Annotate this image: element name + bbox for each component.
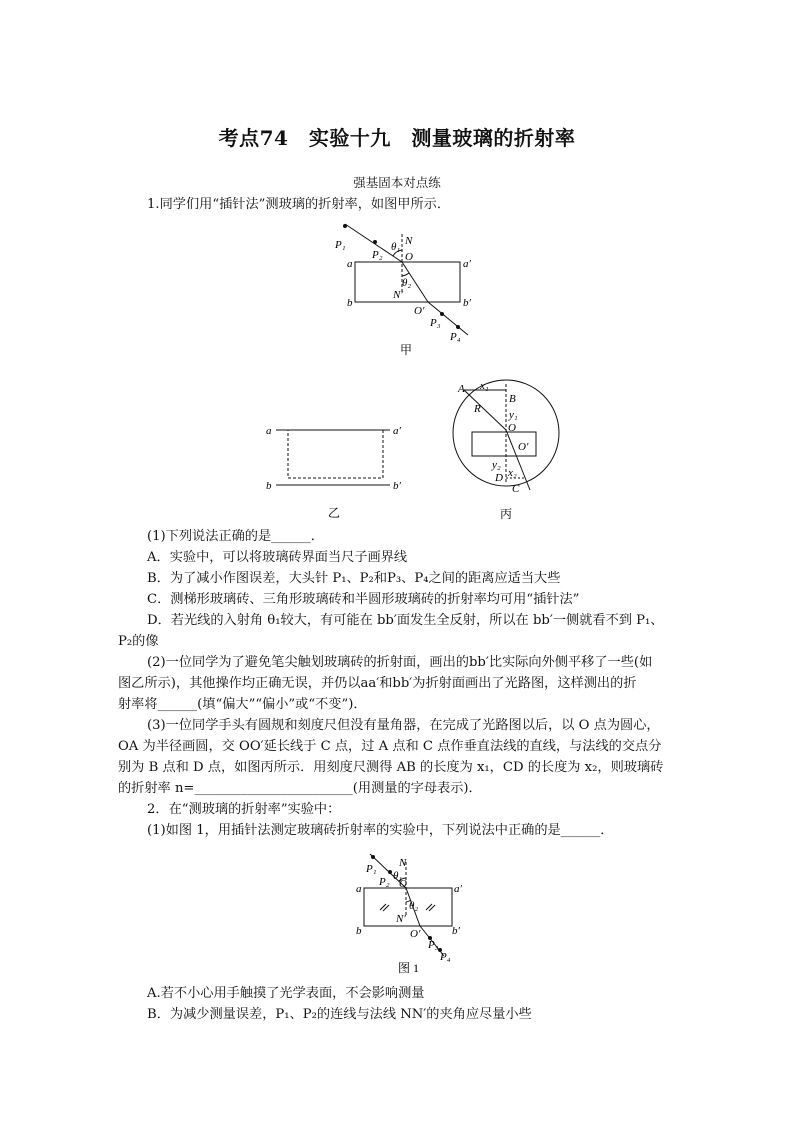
q1-option-d-line1: D．若光线的入射角 θ₁较大，有可能在 bb′面发生全反射，所以在 bb′一侧就看不到 P₁、 xyxy=(147,613,664,628)
q2-stem: 2．在“测玻璃的折射率”实验中： xyxy=(147,802,341,817)
label-c: C xyxy=(512,483,520,495)
label-b: B xyxy=(509,393,516,405)
label-y2: y₂ xyxy=(492,459,501,471)
label-b: b xyxy=(266,480,272,492)
label-x2: x₂ xyxy=(508,467,517,479)
q2-option-b: B．为减少测量误差，P₁、P₂的连线与法线 NN′的夹角应尽量小些 xyxy=(147,1007,532,1022)
q1-option-a: A．实验中，可以将玻璃砖界面当尺子画界线 xyxy=(147,550,408,565)
label-y1: y₁ xyxy=(509,409,518,421)
q1-sub1: (1)下列说法正确的是______． xyxy=(147,529,324,544)
label-p3: P₃ xyxy=(430,317,441,329)
label-theta2: θ₂ xyxy=(409,900,419,912)
label-theta2: θ₂ xyxy=(402,277,412,289)
label-theta1: θ₁ xyxy=(393,870,403,882)
label-theta1: θ₁ xyxy=(391,241,401,253)
label-p2: P₂ xyxy=(372,249,383,261)
caption-bing: 丙 xyxy=(500,507,513,521)
pin-p1 xyxy=(343,224,347,228)
q1-sub2-line1: (2)一位同学为了避免笔尖触划玻璃砖的折射面，画出的bb′比实际向外侧平移了一些(如 xyxy=(147,655,653,670)
label-n-prime: N′ xyxy=(396,913,406,925)
q1-sub3-line2: OA 为半径画圆，交 OO′延长线于 C 点，过 A 点和 C 点作垂直法线的直线，与法线的交点分 xyxy=(118,739,662,754)
label-a: A xyxy=(458,383,465,395)
q1-option-c: C．测梯形玻璃砖、三角形玻璃砖和半圆形玻璃砖的折射率均可用“插针法” xyxy=(147,592,580,607)
figure-1 xyxy=(352,848,472,976)
label-a-prime: a′ xyxy=(393,425,401,437)
incident-ray xyxy=(464,390,506,430)
label-b: b xyxy=(347,297,353,309)
q1-sub2-line2: 图乙所示)，其他操作均正确无误，并仍以aa′和bb′为折射面画出了光路图，这样测出的折 xyxy=(118,676,637,691)
q1-sub2-line3: 射率将______(填“偏大”“偏小”或“不变”)． xyxy=(118,697,367,712)
q1-sub3-line4: 的折射率 n=________________________(用测量的字母表示)． xyxy=(118,781,482,796)
q1-sub3-line1: (3)一位同学手头有圆规和刻度尺但没有量角器，在完成了光路图以后，以 O 点为圆心， xyxy=(147,718,660,733)
label-o-prime: O′ xyxy=(410,928,421,940)
q2-sub1: (1)如图 1，用插针法测定玻璃砖折射率的实验中，下列说法中正确的是______． xyxy=(147,823,614,838)
label-b-prime: b′ xyxy=(463,297,471,309)
pin-p2 xyxy=(373,240,377,244)
label-p3: P₃ xyxy=(428,939,439,951)
q1-sub3-line3: 别为 B 点和 D 点，如图丙所示．用刻度尺测得 AB 的长度为 x₁，CD 的长度为 x₂，则玻璃砖 xyxy=(118,760,664,775)
label-p1: P₁ xyxy=(366,863,377,875)
label-x1: x₁ xyxy=(480,380,489,392)
label-o-prime: O′ xyxy=(518,441,529,453)
label-b-prime: b′ xyxy=(393,480,401,492)
label-a: a xyxy=(347,258,353,270)
q1-stem: 1.同学们用“插针法”测玻璃的折射率，如图甲所示． xyxy=(147,197,451,212)
figure-yi xyxy=(258,420,418,520)
label-r: R xyxy=(474,403,481,415)
label-a-prime: a′ xyxy=(454,883,462,895)
label-o: O xyxy=(399,878,407,890)
label-a-prime: a′ xyxy=(463,258,471,270)
actual-glass-outline xyxy=(288,430,383,478)
label-d: D xyxy=(495,472,503,484)
figure-jia xyxy=(330,220,490,360)
pin-p2 xyxy=(388,870,392,874)
caption-figure-1: 图 1 xyxy=(398,961,420,975)
label-n: N xyxy=(399,857,407,869)
q1-option-d-line2: P₂的像 xyxy=(118,634,159,649)
label-p4: P₄ xyxy=(450,331,461,343)
label-n-prime: N′ xyxy=(393,289,403,301)
label-o: O xyxy=(405,251,413,263)
label-a: a xyxy=(266,425,272,437)
label-p4: P₄ xyxy=(440,951,451,963)
pin-p3 xyxy=(440,312,444,316)
page-title: 考点74 实验十九 测量玻璃的折射率 xyxy=(218,126,576,150)
section-heading: 强基固本对点练 xyxy=(353,175,441,190)
label-p2: P₂ xyxy=(379,876,390,888)
label-o-prime: O′ xyxy=(414,305,425,317)
figure-bing xyxy=(448,378,563,523)
label-p1: P₁ xyxy=(335,239,346,251)
label-o: O xyxy=(508,422,516,434)
pin-p1 xyxy=(371,855,375,859)
pin-p4 xyxy=(456,325,460,329)
caption-jia: 甲 xyxy=(400,343,413,357)
q2-option-a: A.若不小心用手触摸了光学表面，不会影响测量 xyxy=(147,986,425,1001)
label-a: a xyxy=(356,883,362,895)
label-n: N xyxy=(405,235,413,247)
caption-yi: 乙 xyxy=(328,506,341,520)
label-b-prime: b′ xyxy=(452,925,460,937)
q1-option-b: B．为了减小作图误差，大头针 P₁、P₂和P₃、P₄之间的距离应适当大些 xyxy=(147,571,561,586)
label-b: b xyxy=(356,925,362,937)
